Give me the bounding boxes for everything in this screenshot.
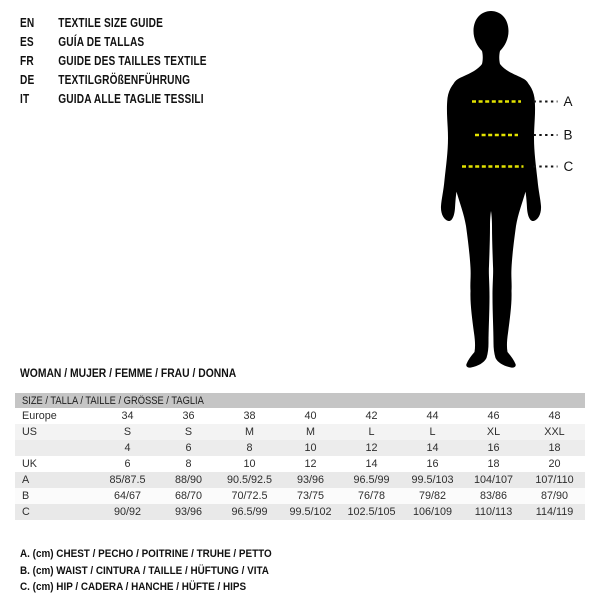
size-cell: 18 (548, 442, 561, 454)
size-cell: 79/82 (418, 490, 447, 502)
row-label: US (22, 426, 37, 438)
language-code: IT (20, 91, 30, 106)
size-cell: 110/113 (474, 506, 513, 518)
size-cell: M (306, 426, 315, 438)
hip-label: C (563, 159, 574, 174)
language-row (20, 13, 207, 32)
row-label: Europe (22, 410, 57, 422)
size-cell: 20 (548, 458, 561, 470)
language-title: GUÍA DE TALLAS (58, 34, 145, 49)
size-cell: 96.5/99 (231, 506, 268, 518)
size-cell: 42 (365, 410, 378, 422)
row-label: A (22, 474, 30, 486)
size-cell: 16 (487, 442, 500, 454)
size-cell: 14 (426, 442, 439, 454)
language-code: FR (20, 53, 34, 68)
size-cell: 107/110 (535, 474, 574, 486)
chest-label: A (563, 94, 573, 109)
table-header-label: SIZE / TALLA / TAILLE / GRÖSSE / TAGLIA (22, 394, 204, 407)
legend-line-hip: C. (cm) HIP / CADERA / HANCHE / HÜFTE / HIPS (20, 581, 247, 593)
size-cell: 99.5/102 (289, 506, 332, 518)
table-row-waist (15, 488, 585, 504)
size-cell: 88/90 (174, 474, 203, 486)
size-cell: 104/107 (473, 474, 514, 486)
row-label: C (22, 506, 30, 518)
size-cell: S (123, 426, 132, 438)
legend-line-chest: A. (cm) CHEST / PECHO / POITRINE / TRUHE / PETTO (20, 548, 272, 560)
size-cell: 87/90 (540, 490, 569, 502)
waist-label: B (563, 127, 573, 143)
table-row-us (15, 424, 585, 440)
size-cell: XXL (544, 426, 565, 438)
legend-line-waist: B. (cm) WAIST / CINTURA / TAILLE / HÜFTUNG / VITA (20, 564, 269, 577)
table-row-us-numeric (15, 440, 585, 456)
measurement-legend (20, 546, 300, 596)
size-cell: 102.5/105 (347, 506, 396, 518)
size-cell: 4 (124, 442, 131, 454)
language-code: EN (20, 15, 35, 30)
language-title: TEXTILGRÖßENFÜHRUNG (58, 72, 191, 87)
language-row (20, 70, 207, 89)
woman-silhouette-figure (400, 0, 600, 380)
size-cell: 114/119 (535, 506, 574, 518)
language-title: TEXTILE SIZE GUIDE (58, 15, 164, 30)
size-cell: S (184, 426, 193, 438)
size-cell: XL (486, 426, 501, 438)
size-cell: 90.5/92.5 (226, 474, 273, 486)
size-cell: 106/109 (412, 506, 453, 518)
language-row (20, 51, 207, 70)
size-cell: 93/96 (174, 506, 203, 518)
language-title: GUIDE DES TAILLES TEXTILE (58, 53, 207, 68)
table-row-uk (15, 456, 585, 472)
size-cell: 6 (185, 442, 192, 454)
language-row (20, 32, 207, 51)
size-cell: 68/70 (174, 490, 203, 502)
size-cell: 70/72.5 (231, 490, 268, 502)
size-cell: 16 (426, 458, 439, 470)
language-code: ES (20, 34, 34, 49)
size-cell: 38 (243, 410, 256, 422)
row-label: UK (22, 458, 37, 470)
size-cell: 90/92 (113, 506, 142, 518)
language-code: DE (20, 72, 35, 87)
table-row-hip (15, 504, 585, 520)
language-row (20, 89, 207, 108)
size-cell: 10 (243, 458, 256, 470)
size-cell: 8 (185, 458, 192, 470)
size-cell: 73/75 (296, 490, 325, 502)
language-title: GUIDA ALLE TAGLIE TESSILI (58, 91, 204, 106)
size-cell: L (429, 426, 436, 438)
size-cell: 10 (304, 442, 317, 454)
size-cell: 99.5/103 (411, 474, 454, 486)
row-label: B (22, 490, 30, 502)
size-cell: 40 (304, 410, 317, 422)
size-cell: 12 (304, 458, 317, 470)
table-row-europe (15, 408, 585, 424)
size-cell: 48 (548, 410, 561, 422)
size-cell: L (368, 426, 375, 438)
size-cell: 12 (365, 442, 378, 454)
size-cell: 93/96 (296, 474, 325, 486)
language-list (20, 13, 259, 108)
table-header (15, 393, 585, 408)
size-cell: 76/78 (357, 490, 386, 502)
table-row-chest (15, 472, 585, 488)
size-cell: 6 (124, 458, 131, 470)
size-cell: 85/87.5 (109, 474, 146, 486)
size-cell: 46 (487, 410, 500, 422)
size-cell: 36 (182, 410, 195, 422)
size-cell: 83/86 (479, 490, 508, 502)
size-table (15, 393, 585, 520)
woman-body-silhouette (451, 11, 531, 368)
size-cell: 44 (426, 410, 439, 422)
size-cell: 34 (121, 410, 134, 422)
size-cell: 14 (365, 458, 378, 470)
section-title: WOMAN / MUJER / FEMME / FRAU / DONNA (20, 368, 237, 380)
size-cell: 8 (246, 442, 253, 454)
size-cell: M (245, 426, 254, 438)
size-cell: 18 (487, 458, 500, 470)
size-cell: 96.5/99 (353, 474, 390, 486)
size-cell: 64/67 (113, 490, 142, 502)
